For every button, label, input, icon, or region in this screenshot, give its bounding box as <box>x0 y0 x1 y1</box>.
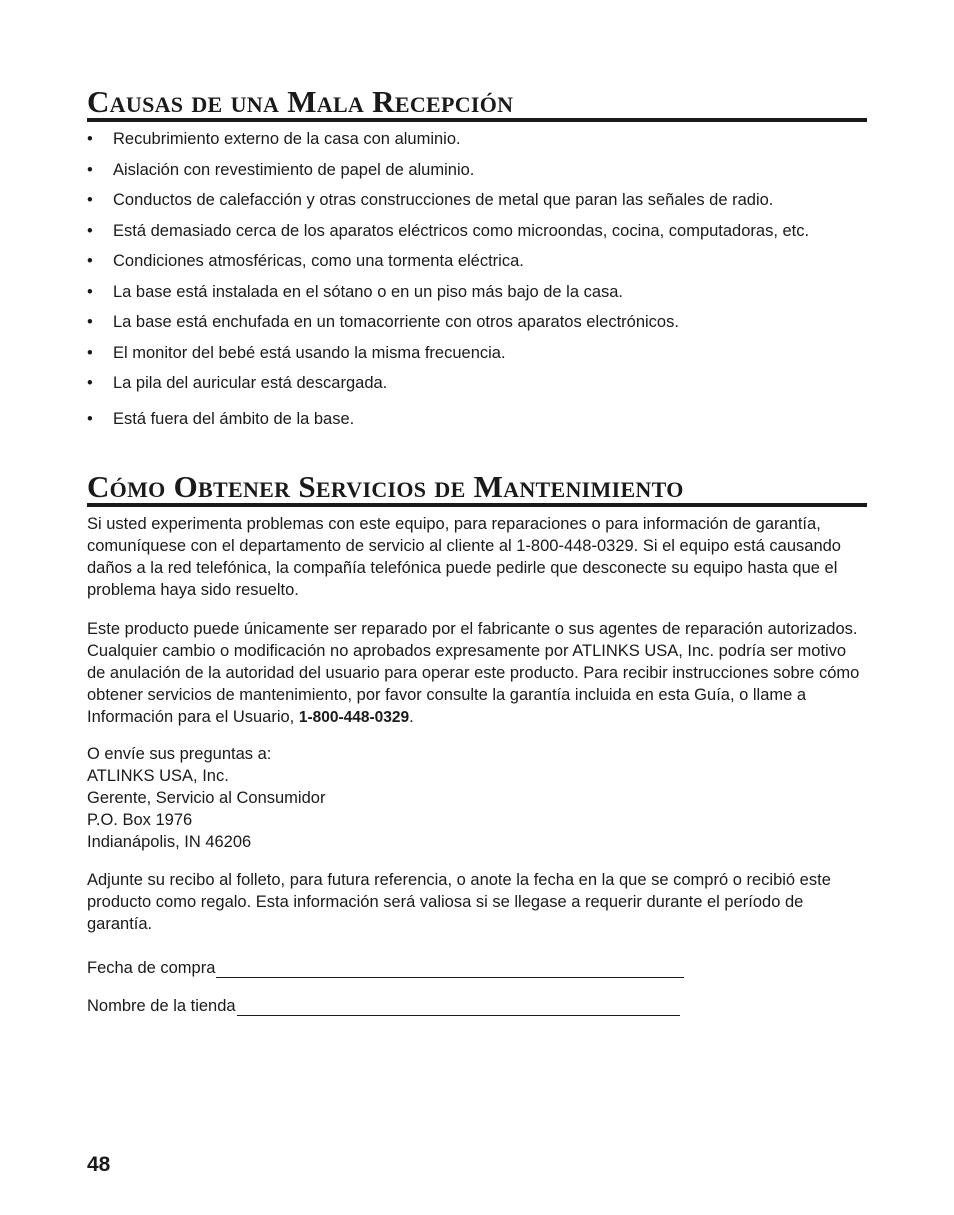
list-item <box>87 282 867 302</box>
repair-paragraph <box>87 618 867 729</box>
bullet-icon: • <box>87 282 93 301</box>
bullet-icon: • <box>87 374 93 392</box>
bullet-icon: • <box>87 313 93 331</box>
bullet-icon: • <box>87 343 93 362</box>
address-intro: O envíe sus preguntas a: <box>87 745 272 763</box>
bullet-icon: • <box>87 221 93 240</box>
store-name-blank <box>237 999 680 1016</box>
list-item <box>87 251 867 271</box>
section-title-bad-reception: Causas de una Mala Recepción <box>87 86 867 122</box>
service-paragraph: Si usted experimenta problemas con este equipo, para reparaciones o para información de garantía, comuníquese con el departamento de servicio al cliente al 1-800-448-0329. Si el equipo está causando daños a la red telefónica, la compañía telefónica puede pedirle que desconecte su equipo hasta que el problema haya sido resuelto. <box>87 515 841 599</box>
list-item-text: Está fuera del ámbito de la base. <box>113 410 355 428</box>
list-item <box>87 409 867 429</box>
store-name-field <box>87 996 680 1016</box>
address-company: ATLINKS USA, Inc. <box>87 767 229 785</box>
bullet-icon: • <box>87 160 93 179</box>
address-city: Indianápolis, IN 46206 <box>87 833 252 851</box>
phone-number: 1-800-448-0329 <box>298 709 410 726</box>
list-item <box>87 129 867 149</box>
list-item-text: Conductos de calefacción y otras construcciones de metal que paran las señales de radio. <box>113 191 774 209</box>
bullet-icon: • <box>87 410 93 428</box>
list-item-text: Está demasiado cerca de los aparatos eléctricos como microondas, cocina, computadoras, etc. <box>113 221 810 240</box>
list-item-text: Aislación con revestimiento de papel de aluminio. <box>113 160 475 179</box>
list-item-text: El monitor del bebé está usando la misma frecuencia. <box>113 343 506 362</box>
list-item-text: Recubrimiento externo de la casa con aluminio. <box>113 130 461 148</box>
mailing-address <box>87 743 867 853</box>
list-item <box>87 373 867 393</box>
bad-reception-causes-list <box>87 129 867 440</box>
list-item <box>87 160 867 180</box>
bullet-icon: • <box>87 252 93 270</box>
purchase-date-blank <box>216 961 684 978</box>
list-item <box>87 343 867 363</box>
receipt-paragraph: Adjunte su recibo al folleto, para futura referencia, o anote la fecha en la que se compró o recibió este producto como regalo. Esta información será valiosa si se llegase a requerir durante el período de garantía. <box>87 871 831 933</box>
list-item-text: La base está instalada en el sótano o en un piso más bajo de la casa. <box>113 282 624 301</box>
repair-paragraph-end: . <box>409 708 414 726</box>
list-item-text: Condiciones atmosféricas, como una tormenta eléctrica. <box>113 252 524 270</box>
bullet-icon: • <box>87 130 93 148</box>
list-item-text: La pila del auricular está descargada. <box>113 374 388 392</box>
store-name-label: Nombre de la tienda <box>87 997 236 1015</box>
bullet-icon: • <box>87 191 93 209</box>
list-item <box>87 190 867 210</box>
list-item-text: La base está enchufada en un tomacorriente con otros aparatos electrónicos. <box>113 313 679 331</box>
page-number: 48 <box>87 1153 111 1176</box>
address-department: Gerente, Servicio al Consumidor <box>87 789 326 807</box>
purchase-date-field <box>87 958 684 978</box>
list-item <box>87 221 867 241</box>
repair-paragraph-text: Este producto puede únicamente ser reparado por el fabricante o sus agentes de reparación autorizados. Cualquier cambio o modificación no aprobados expresamente por ATLINKS USA, Inc. podría ser motivo de anulación de la autoridad del usuario para operar este producto. Para recibir instrucciones sobre cómo obtener servicios de mantenimiento, por favor consulte la garantía incluida en esta Guía, o llame a Información para el Usuario, <box>87 620 860 726</box>
list-item <box>87 312 867 332</box>
section-title-service: Cómo Obtener Servicios de Mantenimiento <box>87 471 867 507</box>
purchase-date-label: Fecha de compra <box>87 959 216 977</box>
address-po-box: P.O. Box 1976 <box>87 811 193 829</box>
